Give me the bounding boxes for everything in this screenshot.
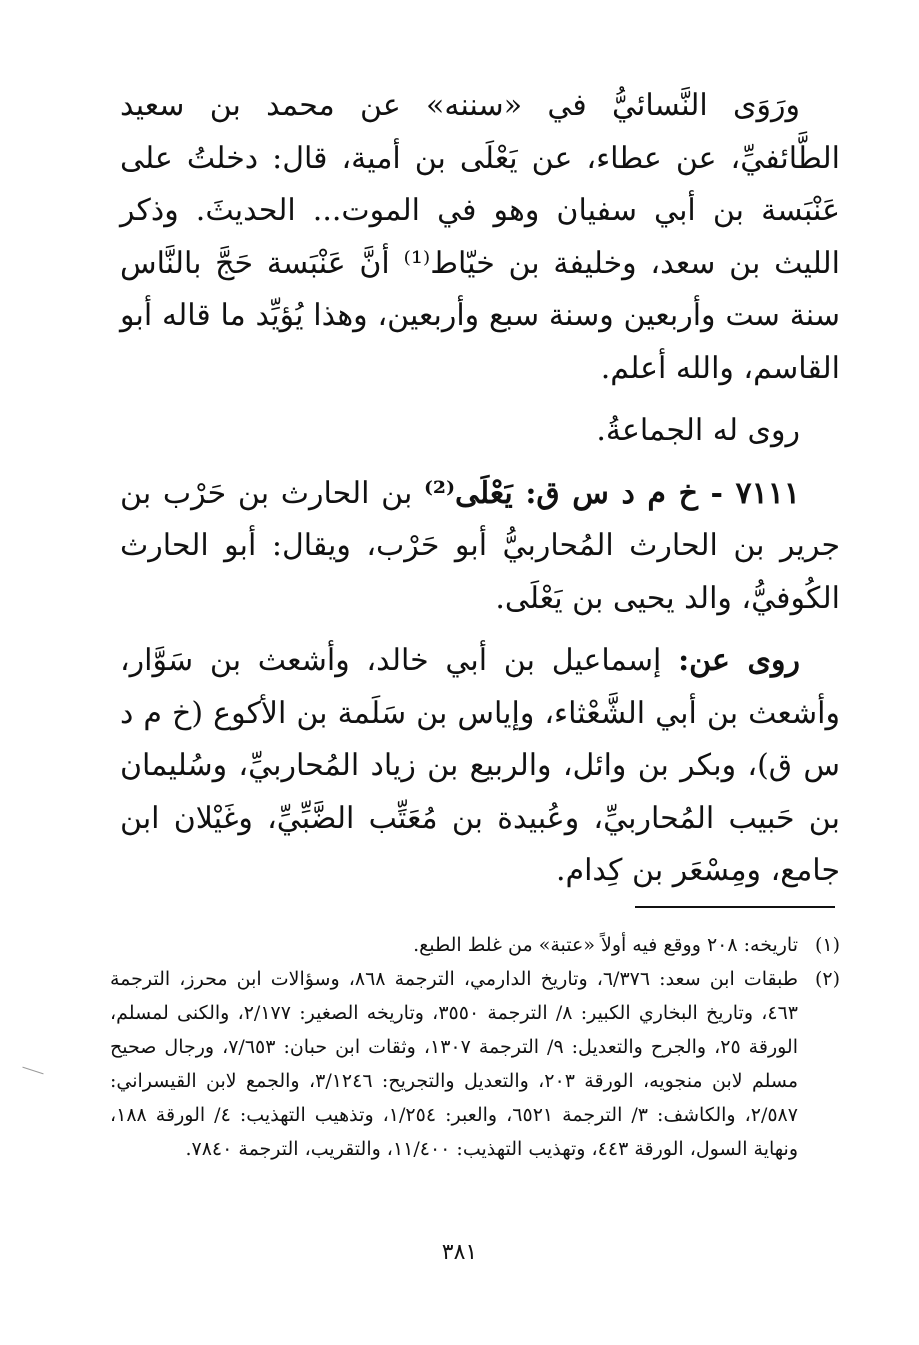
narrators-lead: روى عن: (678, 643, 800, 678)
scan-artifact-mark (22, 1067, 43, 1075)
footnote-separator (635, 906, 835, 908)
narrators-text: إسماعيل بن أبي خالد، وأشعث بن سَوَّار، وأشعث بن أبي الشَّعْثاء، وإياس بن سَلَمة بن الأكوع (خ م د س ق)، وبكر بن وائل، والربيع بن زياد المُحاربيِّ، وسُليمان بن حَبيب المُحاربيِّ، وعُبيدة بن مُعَتِّب الضَّبِّيِّ، وغَيْلان ابن جامع، ومِسْعَر بن كِدام. (120, 643, 840, 888)
entry-text: بن الحارث بن حَرْب بن جرير بن الحارث المُحاربيُّ أبو حَرْب، ويقال: أبو الحارث الكُوفيُّ، والد يحيى بن يَعْلَى. (120, 475, 840, 616)
paragraph-gap (120, 395, 840, 405)
footnote-text: طبقات ابن سعد: ٦/٣٧٦، وتاريخ الدارمي، الترجمة ٨٦٨، وسؤالات ابن محرز، الترجمة ٤٦٣، وتاريخ البخاري الكبير: ٨/ الترجمة ٣٥٥٠، وتاريخه الصغير: ٢/١٧٧، والكنى لمسلم، الورقة ٢٥، والجرح والتعديل: ٩/ الترجمة ١٣٠٧، وثقات ابن حبان: ٧/٦٥٣، ورجال صحيح مسلم لابن منجويه، الورقة ٢٠٣، والتعديل والتجريح: ٣/١٢٤٦، والجمع لابن القيسراني: ٢/٥٨٧، والكاشف: ٣/ الترجمة ٦٥٢١، والعبر: ١/٢٥٤، وتذهيب التهذيب: ٤/ الورقة ١٨٨، ونهاية السول، الورقة ٤٤٣، وتهذيب التهذيب: ١١/٤٠٠، والتقريب، الترجمة ٧٨٤٠. (110, 968, 799, 1160)
paragraph-nasai: ورَوَى النَّسائيُّ في «سننه» عن محمد بن سعيد الطَّائفيِّ، عن عطاء، عن يَعْلَى بن أمية، قال: دخلتُ على عَنْبَسة بن أبي سفيان وهو في الموت... الحديثَ. وذكر الليث بن سعد، وخليفة بن خيّاط⁽¹⁾ أنَّ عَنْبَسة حَجَّ بالنَّاس سنة ست وأربعين وسنة سبع وأربعين، وهذا يُؤيِّد ما قاله أبو القاسم، والله أعلم. (120, 88, 840, 386)
page-number: ٣٨١ (441, 1240, 478, 1265)
footnote-number: (١) (814, 934, 840, 956)
footnotes (110, 928, 840, 1166)
narrators-paragraph (120, 635, 840, 898)
paragraph-rawa-lahu: روى له الجماعةُ. (596, 413, 800, 448)
footnote-2 (110, 962, 840, 1166)
main-text (120, 80, 840, 898)
footnote-number: (٢) (814, 968, 840, 990)
paragraph-gap (120, 625, 840, 635)
footnote-text: تاريخه: ٢٠٨ ووقع فيه أولاً «عتبة» من غلط الطبع. (413, 934, 798, 956)
footnote-1 (110, 928, 840, 962)
entry-heading: ٧١١١ - خ م د س ق: يَعْلَى⁽²⁾ (423, 475, 800, 511)
entry-7111 (120, 468, 840, 626)
paragraph-gap (120, 458, 840, 468)
